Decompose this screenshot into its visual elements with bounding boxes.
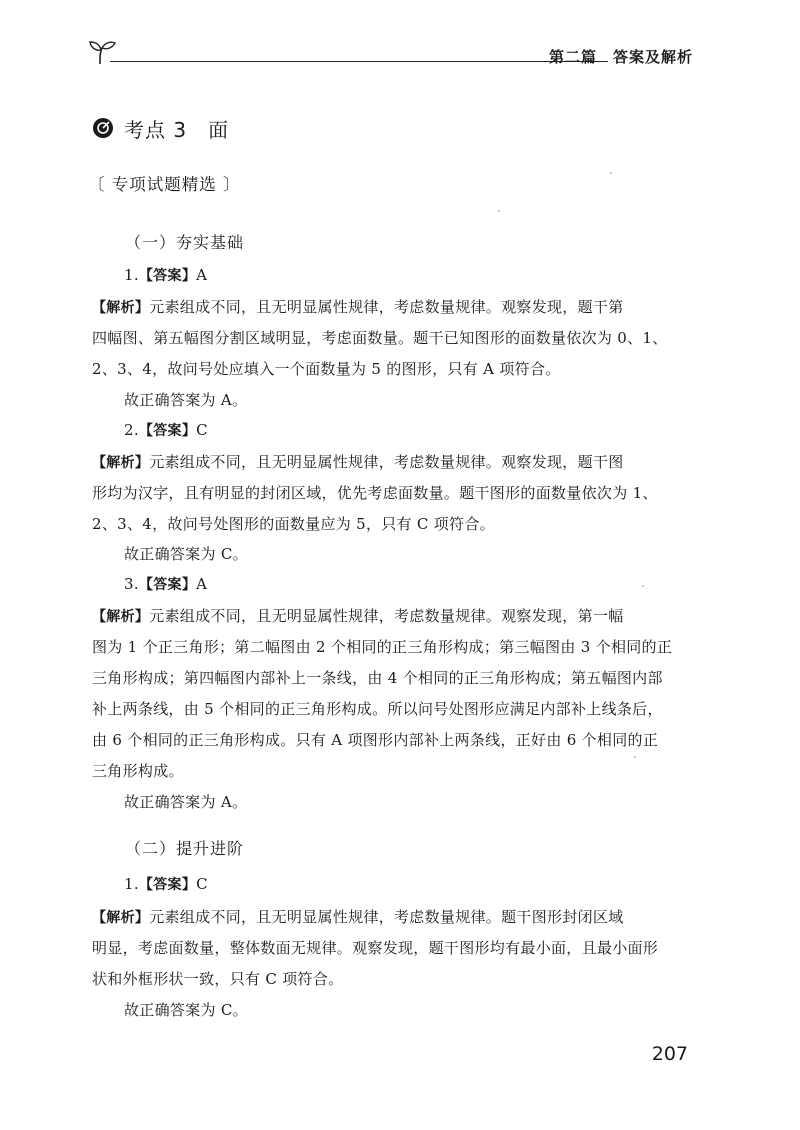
- conclusion-text: 故正确答案为 C。: [124, 545, 248, 563]
- analysis-line: [92, 906, 624, 927]
- answer-tag: 【答案】: [138, 877, 197, 893]
- question-number: 1.: [124, 875, 139, 893]
- analysis-text: 由 6 个相同的正三角形构成。只有 A 项图形内部补上两条线，正好由 6 个相同的正: [92, 731, 659, 749]
- question-number: 3.: [124, 575, 139, 593]
- scan-speck: [642, 585, 644, 587]
- part-heading: （二）提升进阶: [125, 839, 245, 858]
- target-bullet-icon: [92, 117, 114, 139]
- answer-tag: 【答案】: [138, 577, 197, 593]
- analysis-text: 元素组成不同，且无明显属性规律，考虑数量规律。题干图形封闭区域: [149, 908, 624, 926]
- answer-line: [124, 874, 208, 894]
- answer-value: A: [196, 266, 208, 284]
- scan-speck: [498, 210, 500, 212]
- analysis-tag: 【解析】: [92, 609, 150, 625]
- analysis-line: [92, 296, 624, 317]
- conclusion-text: 故正确答案为 A。: [124, 793, 248, 811]
- answer-line: [124, 420, 208, 440]
- answer-value: C: [196, 875, 208, 893]
- analysis-line: [92, 451, 624, 472]
- analysis-text: 元素组成不同，且无明显属性规律，考虑数量规律。观察发现，题干第: [149, 298, 624, 316]
- analysis-text: 2、3、4，故问号处图形的面数量应为 5，只有 C 项符合。: [92, 515, 495, 533]
- page-number: 207: [651, 1043, 688, 1065]
- answer-tag: 【答案】: [138, 423, 197, 439]
- part-heading: （一）夯实基础: [125, 233, 245, 252]
- analysis-text: 元素组成不同，且无明显属性规律，考虑数量规律。观察发现，题干图: [149, 453, 624, 471]
- answer-line: [124, 574, 207, 594]
- analysis-text: 图为 1 个正三角形；第二幅图由 2 个相同的正三角形构成；第三幅图由 3 个相同的正: [92, 638, 673, 656]
- scan-speck: [610, 172, 612, 174]
- answer-value: A: [196, 575, 208, 593]
- analysis-text: 三角形构成；第四幅图内部补上一条线，由 4 个相同的正三角形构成；第五幅图内部: [92, 669, 663, 687]
- header-section-title: 第二篇 答案及解析: [548, 48, 693, 66]
- answer-tag: 【答案】: [138, 268, 197, 284]
- analysis-text: 三角形构成。: [92, 762, 184, 780]
- analysis-text: 四幅图、第五幅图分割区域明显，考虑面数量。题干已知图形的面数量依次为 0、1、: [92, 329, 668, 347]
- analysis-text: 2、3、4，故问号处应填入一个面数量为 5 的图形，只有 A 项符合。: [92, 360, 561, 378]
- analysis-text: 元素组成不同，且无明显属性规律，考虑数量规律。观察发现，第一幅: [149, 607, 624, 625]
- scan-speck: [634, 756, 636, 758]
- analysis-tag: 【解析】: [92, 910, 150, 926]
- analysis-tag: 【解析】: [92, 455, 150, 471]
- answer-line: [124, 265, 207, 285]
- conclusion-text: 故正确答案为 A。: [124, 391, 248, 409]
- analysis-text: 明显，考虑面数量，整体数面无规律。观察发现，题干图形均有最小面，且最小面形: [92, 939, 659, 957]
- question-number: 2.: [124, 421, 139, 439]
- section-heading: [92, 112, 229, 144]
- question-number: 1.: [124, 266, 139, 284]
- header-rule: [110, 61, 608, 62]
- subsection-heading: 〔 专项试题精选 〕: [88, 175, 241, 194]
- analysis-line: [92, 605, 624, 626]
- analysis-text: 补上两条线，由 5 个相同的正三角形构成。所以问号处图形应满足内部补上线条后，: [92, 700, 663, 718]
- conclusion-text: 故正确答案为 C。: [124, 1001, 248, 1019]
- answer-value: C: [196, 421, 208, 439]
- analysis-tag: 【解析】: [92, 300, 150, 316]
- analysis-text: 状和外框形状一致，只有 C 项符合。: [92, 970, 344, 988]
- section-title: 考点 3 面: [124, 117, 230, 142]
- running-header: [88, 38, 693, 68]
- analysis-text: 形均为汉字，且有明显的封闭区域，优先考虑面数量。题干图形的面数量依次为 1、: [92, 484, 658, 502]
